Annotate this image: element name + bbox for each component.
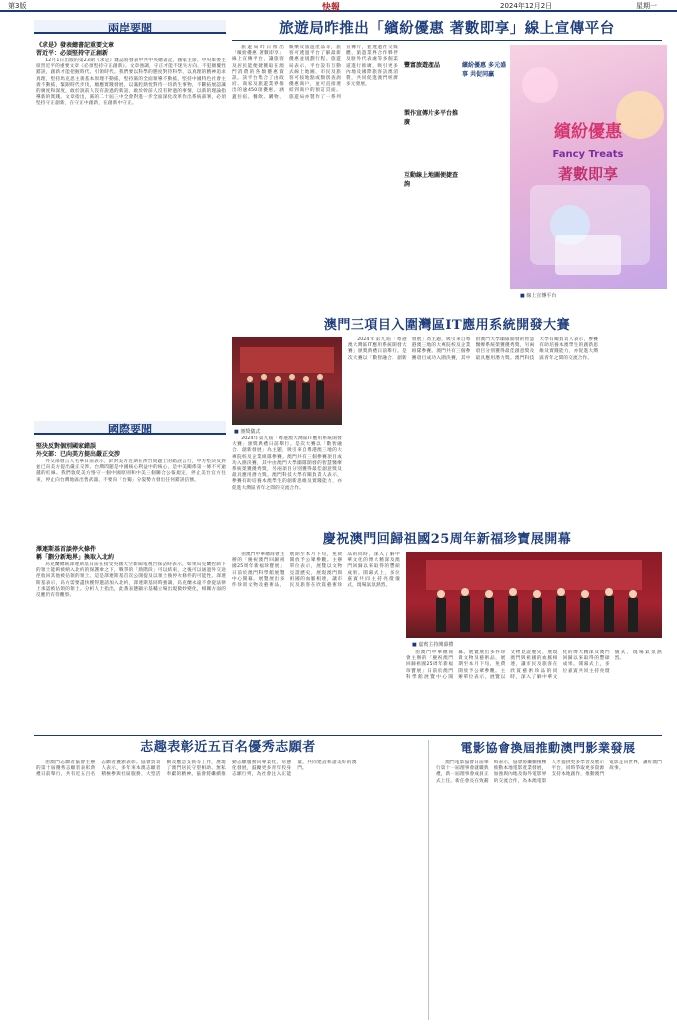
- story5-body: 澳門電影協會日前舉行第十一屆理事會就職典禮，新一屆理事會成員正式上任。新任會長在致辭時表示，協會將繼續積極推動本地電影產業發展，加強與內地及海外電影界的交流合作，為本澳電影人才提供更多學習及展示平台，同時爭取更多資源支持本地創作，推動澳門電影走向世界，講好澳門故事。: [436, 760, 662, 784]
- promo-graphic: [510, 45, 667, 289]
- award-caption: ■ 頒獎儀式: [234, 429, 261, 435]
- story3-body-left: 由澳門中華總商會主辦的「慶祝澳門回歸祖國25周年新福珍寶展」日前於澳門科學館展覽中心開幕。展覽展出多件珍貴文物及藝術品，展期至本月下旬，免費開放予公眾參觀。主辦單位表示，展覽以文物見證歷史，展現澳門與祖國的血脈相連，讓市民及旅客在欣賞藝術珍品的同時，深入了解中華文化的博大精深及澳門回歸以來取得的豐碩成果。開幕式上，多位嘉賓共同主持亮燈儀式，現場氣氛熱烈。: [232, 552, 400, 589]
- exhibition-photo: [406, 552, 662, 638]
- publication-date: 2024年12月2日: [500, 2, 553, 10]
- divider: [232, 40, 662, 41]
- story2-title: 澳門三項目入圍灣區IT應用系統開發大賽: [323, 318, 571, 333]
- page-header: [0, 0, 677, 12]
- story4-body: 由澳門志願者協會主辦的第十屆優秀志願者表彰典禮日前舉行，共有近五百名志願者獲頒表彰。協會負責人表示，多年來本澳志願者積極參與社區服務、大型活動及應急支援等工作，展現了澳門居民守望相助、無私奉獻的精神。協會將繼續推動志願服務向專業化、常態化發展，鼓勵更多青年投身志願行列，為社會注入正能量，共同建設和諧美好的澳門。: [36, 760, 357, 778]
- subhead-map: 互動線上地圖便捷查詢: [404, 172, 459, 188]
- subhead-promo: 製作宣傳片多平台推廣: [404, 110, 459, 126]
- promo-caption: ■ 線上宣傳平台: [520, 293, 557, 299]
- story2-body-left: 2024年第九屆「粵港澳大灣區IT應用系統開發大賽」頒獎典禮日前舉行。是次大賽以「數智融合．創新發展」為主題，吸引來自粵港澳三地的大專院校及企業組隊參賽。澳門共有三個參賽項目成功入圍決賽，其中由澳門大學團隊開發的智慧醫療系統榮獲優秀獎，另兩項目分別獲得最佳創意獎及最具應用潛力獎。澳門科技大學有關負責人表示，參賽有助培養本澳學生的創新思維及實踐能力，亦促進大灣區青年之間的交流合作。: [232, 436, 342, 491]
- promo-photo: [510, 45, 667, 289]
- newspaper-brand: 快報: [322, 3, 341, 13]
- award-photo: [232, 337, 342, 425]
- article-body: 12月1日出版的第23期《求是》雜誌將發表中共中央總書記、國家主席、中央軍委主席習近平的重要文章《必須堅持守正創新》。文章強調，守正才能不迷失方向、不犯顛覆性錯誤，創新才能把握時代、引領時代。我們要以科學的態度對待科學、以真理的精神追求真理，堅持馬克思主義基本原理不動搖，堅持黨的全面領導不動搖，堅持中國特色社會主義不動搖，緊跟時代步伐，順應實踐發展，以滿腔熱忱對待一切新生事物，不斷拓展認識的廣度和深度，敢於說前人沒有說過的新話，敢於幹前人沒有幹過的事情，以新的理論指導新的實踐。文章指出，黨的二十屆三中全會對進一步全面深化改革作出系統部署，必須堅持守正創新，在守正中創新，在創新中守正。: [36, 58, 226, 107]
- promo-english: Fancy Treats: [552, 149, 624, 160]
- weekday: 星期一: [636, 2, 657, 10]
- promo-subline: 著數即享: [557, 165, 619, 183]
- section-title-cross-strait: 兩岸要聞: [34, 20, 226, 34]
- article-subhead: 稱「劃分新地界」換取入北約: [36, 554, 115, 561]
- article-headline: 澤連斯基首談停火條件: [36, 546, 97, 553]
- promo-headline: 繽紛優惠: [554, 122, 622, 142]
- story3-body-right: 由澳門中華總商會主辦的「慶祝澳門回歸祖國25周年新福珍寶展」日前於澳門科學館展覽中心開幕。展覽展出多件珍貴文物及藝術品，展期至本月下旬，免費開放予公眾參觀。主辦單位表示，展覽以文物見證歷史，展現澳門與祖國的血脈相連，讓市民及旅客在欣賞藝術珍品的同時，深入了解中華文化的博大精深及澳門回歸以來取得的豐碩成果。開幕式上，多位嘉賓共同主持亮燈儀式，現場氣氛熱烈。: [406, 650, 662, 680]
- top-story-continuation: [510, 300, 667, 316]
- article-headline: 《求是》發表總書記重要文章: [36, 42, 115, 49]
- article-headline: 堅決反對個別國家錯誤: [36, 443, 97, 450]
- article-body: 外交部發言人毛寧日前表示，針對美方近期在涉台問題上的錯誤言行，中方堅決反對並已向美方提出嚴正交涉。台灣問題是中國核心利益中的核心，是中美關係第一條不可逾越的紅線。我們敦促美方恪守一個中國原則和中美三個聯合公報規定，停止美台官方往來，停止向台灣地區出售武器，不要向「台獨」分裂勢力發出任何錯誤信號。: [36, 459, 226, 483]
- caption-marker-icon: ■: [234, 429, 241, 435]
- subhead-events: 繽紛優惠 多元盛事 共促同贏: [462, 62, 507, 78]
- caption-marker-icon: ■: [520, 293, 527, 299]
- article-subhead: 習近平：必須堅持守正創新: [36, 50, 109, 57]
- story3-title: 慶祝澳門回歸祖國25周年新福珍寶展開幕: [322, 532, 572, 547]
- page-number: 第3版: [8, 2, 27, 10]
- exhibition-caption: ■ 嘉賓主持開幕禮: [412, 642, 454, 648]
- caption-marker-icon: ■: [412, 642, 419, 648]
- top-story-title: 旅遊局昨推出「繽紛優惠 著數即享」線上宣傳平台: [279, 20, 615, 37]
- section-title-international: 國際要聞: [34, 421, 226, 435]
- article-subhead: 外交部：已向美方提出嚴正交涉: [36, 451, 121, 458]
- subhead-products: 豐富旅遊產品: [404, 62, 441, 69]
- story4-title: 志趣表彰近五百名優秀志願者: [140, 740, 316, 755]
- article-body: 烏克蘭總統澤連斯基日前在接受英國天空新聞電視台採訪時表示，如果烏克蘭控制下的領土能夠被納入北約的保護傘之下，戰爭的「熱階段」可以結束，之後可以通過外交途徑收回其他被佔領的領土。這是澤連斯基首次公開提及以領土換停火條件的可能性。澤連斯基表示，烏方需要盡快獲得邀請加入北約，澤連斯基同時強調，烏克蘭永遠不會從法律上承認被佔領的領土。分析人士指出，此番表態顯示基輔立場出現微妙變化，相關方面的反應仍有待觀察。: [36, 562, 226, 599]
- divider: [34, 735, 662, 736]
- story2-body: 2024年第九屆「粵港澳大灣區IT應用系統開發大賽」頒獎典禮日前舉行。是次大賽以「數智融合．創新發展」為主題，吸引來自粵港澳三地的大專院校及企業組隊參賽。澳門共有三個參賽項目成功入圍決賽，其中由澳門大學團隊開發的智慧醫療系統榮獲優秀獎，另兩項目分別獲得最佳創意獎及最具應用潛力獎。澳門科技大學有關負責人表示，參賽有助培養本澳學生的創新思維及實踐能力，亦促進大灣區青年之間的交流合作。: [348, 337, 599, 361]
- top-story-body: 旅遊局昨日推出「繽紛優惠 著數即享」線上宣傳平台，讓旅客及居民能便捷獲取在澳門消費的各類優惠資訊。該平台集合了由政府、商家及旅遊業界推出的逾450項優惠，涵蓋住宿、餐飲、購物、娛樂及旅遊產品等，旅客可透過平台了解最新優惠並規劃行程。旅遊局表示，平台設有互動式線上地圖，市民及旅客可按地點或類別查詢優惠商戶，並可直接連結到商戶的預訂頁面。旅遊局亦製作了一系列宣傳片，並透過社交媒體、旅遊業界合作夥伴及駐外代表處等多個渠道進行推廣，吸引更多內地及國際旅客訪澳消費，共同促進澳門經濟多元發展。: [232, 45, 398, 100]
- story5-title: 電影協會換屆推動澳門影業發展: [460, 741, 636, 755]
- column-divider: [428, 740, 429, 1020]
